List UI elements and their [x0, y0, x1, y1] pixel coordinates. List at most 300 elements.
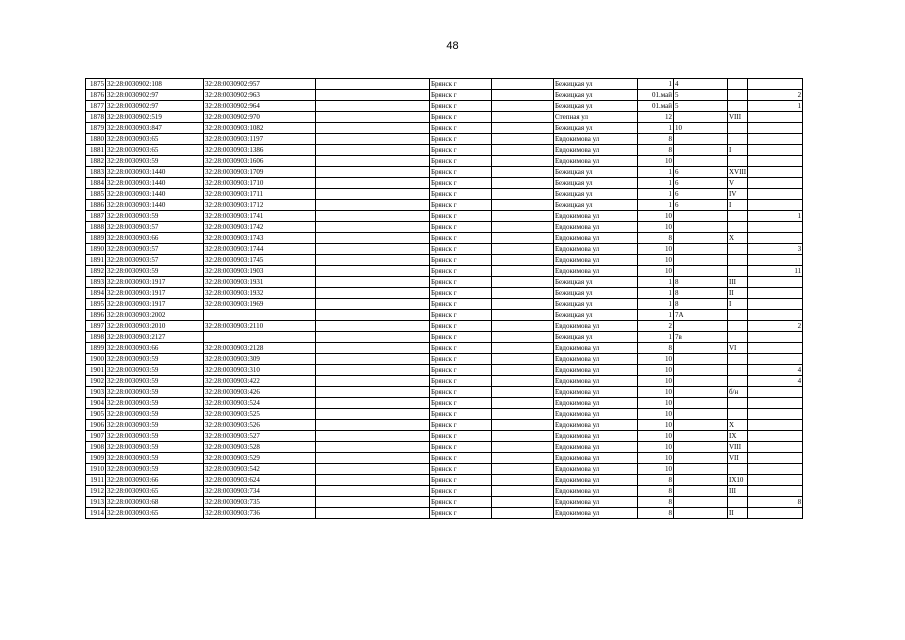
building-cell: [674, 222, 728, 233]
blank-cell-cell: [492, 145, 554, 156]
blank-cell-cell: [492, 200, 554, 211]
parcel-cadastral-number-cell: 32:28:0030903:1917: [106, 277, 204, 288]
row-number-cell: 1886: [86, 200, 106, 211]
parcel-cadastral-number-cell: 32:28:0030903:59: [106, 211, 204, 222]
house-number-cell: 10: [638, 453, 674, 464]
blank-cell-cell: [316, 508, 430, 519]
object-cadastral-number-cell: 32:28:0030903:527: [204, 431, 316, 442]
table-row: [86, 310, 858, 321]
object-cadastral-number-cell: 32:28:0030902:970: [204, 112, 316, 123]
blank-cell-cell: [316, 277, 430, 288]
premises-cell: [728, 398, 748, 409]
street-cell: Евдокимова ул: [554, 211, 638, 222]
row-number-cell: 1907: [86, 431, 106, 442]
premises-cell: [728, 266, 748, 277]
apartment-cell: 3: [748, 244, 803, 255]
row-number-cell: 1889: [86, 233, 106, 244]
house-number-cell: 8: [638, 497, 674, 508]
house-number-cell: 01.май: [638, 90, 674, 101]
house-number-cell: 10: [638, 222, 674, 233]
row-number-cell: 1875: [86, 79, 106, 90]
street-cell: Евдокимова ул: [554, 508, 638, 519]
blank-cell-cell: [316, 475, 430, 486]
table-row: [86, 398, 858, 409]
table-row: [86, 222, 858, 233]
table-row: [86, 178, 858, 189]
premises-cell: VIII: [728, 112, 748, 123]
blank-cell-cell: [316, 409, 430, 420]
blank-cell-cell: [492, 299, 554, 310]
street-cell: Евдокимова ул: [554, 343, 638, 354]
house-number-cell: 1: [638, 299, 674, 310]
city-cell: Брянск г: [430, 420, 492, 431]
apartment-cell: [748, 475, 803, 486]
city-cell: Брянск г: [430, 464, 492, 475]
building-cell: [674, 255, 728, 266]
registry-table: [85, 78, 858, 519]
parcel-cadastral-number-cell: 32:28:0030903:1440: [106, 189, 204, 200]
apartment-cell: 2: [748, 321, 803, 332]
blank-cell-cell: [492, 453, 554, 464]
table-row: [86, 464, 858, 475]
building-cell: 5: [674, 90, 728, 101]
row-number-cell: 1882: [86, 156, 106, 167]
object-cadastral-number-cell: 32:28:0030903:1745: [204, 255, 316, 266]
object-cadastral-number-cell: 32:28:0030903:2110: [204, 321, 316, 332]
apartment-cell: [748, 486, 803, 497]
premises-cell: [728, 365, 748, 376]
object-cadastral-number-cell: 32:28:0030903:1606: [204, 156, 316, 167]
object-cadastral-number-cell: 32:28:0030903:1742: [204, 222, 316, 233]
street-cell: Бежицкая ул: [554, 277, 638, 288]
premises-cell: V: [728, 178, 748, 189]
table-row: [86, 123, 858, 134]
building-cell: 5: [674, 101, 728, 112]
blank-cell-cell: [492, 497, 554, 508]
row-number-cell: 1878: [86, 112, 106, 123]
house-number-cell: 8: [638, 486, 674, 497]
apartment-cell: [748, 156, 803, 167]
parcel-cadastral-number-cell: 32:28:0030903:66: [106, 233, 204, 244]
blank-cell-cell: [316, 90, 430, 101]
object-cadastral-number-cell: 32:28:0030903:422: [204, 376, 316, 387]
blank-cell-cell: [316, 222, 430, 233]
city-cell: Брянск г: [430, 288, 492, 299]
building-cell: [674, 431, 728, 442]
building-cell: [674, 475, 728, 486]
parcel-cadastral-number-cell: 32:28:0030903:2010: [106, 321, 204, 332]
apartment-cell: [748, 354, 803, 365]
row-number-cell: 1909: [86, 453, 106, 464]
building-cell: 8: [674, 299, 728, 310]
premises-cell: II: [728, 288, 748, 299]
house-number-cell: 1: [638, 332, 674, 343]
street-cell: Евдокимова ул: [554, 266, 638, 277]
row-number-cell: 1892: [86, 266, 106, 277]
object-cadastral-number-cell: 32:28:0030903:1932: [204, 288, 316, 299]
street-cell: Евдокимова ул: [554, 497, 638, 508]
city-cell: Брянск г: [430, 244, 492, 255]
building-cell: [674, 508, 728, 519]
building-cell: 6: [674, 167, 728, 178]
apartment-cell: [748, 288, 803, 299]
city-cell: Брянск г: [430, 90, 492, 101]
building-cell: [674, 409, 728, 420]
parcel-cadastral-number-cell: 32:28:0030902:97: [106, 101, 204, 112]
object-cadastral-number-cell: 32:28:0030903:624: [204, 475, 316, 486]
premises-cell: III: [728, 277, 748, 288]
parcel-cadastral-number-cell: 32:28:0030903:59: [106, 420, 204, 431]
parcel-cadastral-number-cell: 32:28:0030903:57: [106, 244, 204, 255]
parcel-cadastral-number-cell: 32:28:0030903:1440: [106, 200, 204, 211]
row-number-cell: 1881: [86, 145, 106, 156]
blank-cell-cell: [316, 145, 430, 156]
object-cadastral-number-cell: 32:28:0030903:1709: [204, 167, 316, 178]
city-cell: Брянск г: [430, 189, 492, 200]
street-cell: Евдокимова ул: [554, 244, 638, 255]
row-number-cell: 1896: [86, 310, 106, 321]
table-row: [86, 409, 858, 420]
page-number: 48: [446, 40, 459, 52]
apartment-cell: [748, 79, 803, 90]
blank-cell-cell: [492, 112, 554, 123]
apartment-cell: [748, 398, 803, 409]
street-cell: Евдокимова ул: [554, 255, 638, 266]
house-number-cell: 10: [638, 431, 674, 442]
table-row: [86, 475, 858, 486]
apartment-cell: [748, 464, 803, 475]
apartment-cell: [748, 508, 803, 519]
house-number-cell: 1: [638, 167, 674, 178]
premises-cell: [728, 222, 748, 233]
building-cell: [674, 398, 728, 409]
apartment-cell: [748, 310, 803, 321]
apartment-cell: 4: [748, 365, 803, 376]
premises-cell: I: [728, 200, 748, 211]
city-cell: Брянск г: [430, 310, 492, 321]
city-cell: Брянск г: [430, 112, 492, 123]
row-number-cell: 1913: [86, 497, 106, 508]
city-cell: Брянск г: [430, 156, 492, 167]
table-row: [86, 321, 858, 332]
building-cell: 8: [674, 277, 728, 288]
object-cadastral-number-cell: 32:28:0030903:1744: [204, 244, 316, 255]
apartment-cell: [748, 112, 803, 123]
street-cell: Бежицкая ул: [554, 310, 638, 321]
parcel-cadastral-number-cell: 32:28:0030903:1917: [106, 299, 204, 310]
premises-cell: VIII: [728, 442, 748, 453]
object-cadastral-number-cell: 32:28:0030903:426: [204, 387, 316, 398]
city-cell: Брянск г: [430, 123, 492, 134]
house-number-cell: 1: [638, 189, 674, 200]
street-cell: Евдокимова ул: [554, 354, 638, 365]
city-cell: Брянск г: [430, 321, 492, 332]
blank-cell-cell: [492, 387, 554, 398]
row-number-cell: 1876: [86, 90, 106, 101]
row-number-cell: 1890: [86, 244, 106, 255]
blank-cell-cell: [492, 156, 554, 167]
apartment-cell: [748, 299, 803, 310]
street-cell: Бежицкая ул: [554, 299, 638, 310]
table-row: [86, 288, 858, 299]
premises-cell: [728, 497, 748, 508]
house-number-cell: 8: [638, 475, 674, 486]
parcel-cadastral-number-cell: 32:28:0030903:2002: [106, 310, 204, 321]
parcel-cadastral-number-cell: 32:28:0030903:59: [106, 376, 204, 387]
city-cell: Брянск г: [430, 79, 492, 90]
house-number-cell: 1: [638, 200, 674, 211]
parcel-cadastral-number-cell: 32:28:0030903:847: [106, 123, 204, 134]
premises-cell: IX10: [728, 475, 748, 486]
street-cell: Евдокимова ул: [554, 365, 638, 376]
city-cell: Брянск г: [430, 178, 492, 189]
premises-cell: [728, 321, 748, 332]
street-cell: Бежицкая ул: [554, 178, 638, 189]
parcel-cadastral-number-cell: 32:28:0030903:65: [106, 134, 204, 145]
building-cell: [674, 145, 728, 156]
blank-cell-cell: [492, 332, 554, 343]
building-cell: [674, 387, 728, 398]
house-number-cell: 1: [638, 288, 674, 299]
building-cell: 6: [674, 189, 728, 200]
premises-cell: [728, 79, 748, 90]
row-number-cell: 1891: [86, 255, 106, 266]
premises-cell: б/н: [728, 387, 748, 398]
building-cell: [674, 464, 728, 475]
premises-cell: [728, 310, 748, 321]
blank-cell-cell: [316, 420, 430, 431]
object-cadastral-number-cell: 32:28:0030903:1711: [204, 189, 316, 200]
object-cadastral-number-cell: 32:28:0030903:1710: [204, 178, 316, 189]
object-cadastral-number-cell: [204, 332, 316, 343]
table-row: [86, 134, 858, 145]
object-cadastral-number-cell: 32:28:0030903:1741: [204, 211, 316, 222]
parcel-cadastral-number-cell: 32:28:0030902:97: [106, 90, 204, 101]
street-cell: Евдокимова ул: [554, 420, 638, 431]
parcel-cadastral-number-cell: 32:28:0030903:59: [106, 156, 204, 167]
blank-cell-cell: [492, 354, 554, 365]
object-cadastral-number-cell: 32:28:0030903:1712: [204, 200, 316, 211]
parcel-cadastral-number-cell: 32:28:0030903:66: [106, 343, 204, 354]
row-number-cell: 1893: [86, 277, 106, 288]
apartment-cell: 1: [748, 211, 803, 222]
apartment-cell: [748, 332, 803, 343]
premises-cell: [728, 156, 748, 167]
table-row: [86, 332, 858, 343]
table-row: [86, 277, 858, 288]
building-cell: 7в: [674, 332, 728, 343]
house-number-cell: 10: [638, 354, 674, 365]
object-cadastral-number-cell: 32:28:0030903:1743: [204, 233, 316, 244]
row-number-cell: 1883: [86, 167, 106, 178]
street-cell: Евдокимова ул: [554, 156, 638, 167]
building-cell: 8: [674, 288, 728, 299]
row-number-cell: 1914: [86, 508, 106, 519]
apartment-cell: 8: [748, 497, 803, 508]
premises-cell: IV: [728, 189, 748, 200]
apartment-cell: [748, 420, 803, 431]
blank-cell-cell: [492, 464, 554, 475]
street-cell: Евдокимова ул: [554, 222, 638, 233]
row-number-cell: 1877: [86, 101, 106, 112]
building-cell: [674, 354, 728, 365]
table-row: [86, 343, 858, 354]
blank-cell-cell: [316, 464, 430, 475]
blank-cell-cell: [492, 244, 554, 255]
blank-cell-cell: [316, 431, 430, 442]
object-cadastral-number-cell: 32:28:0030902:964: [204, 101, 316, 112]
street-cell: Бежицкая ул: [554, 332, 638, 343]
row-number-cell: 1901: [86, 365, 106, 376]
table-row: [86, 145, 858, 156]
parcel-cadastral-number-cell: 32:28:0030903:59: [106, 398, 204, 409]
row-number-cell: 1908: [86, 442, 106, 453]
row-number-cell: 1894: [86, 288, 106, 299]
house-number-cell: 1: [638, 310, 674, 321]
building-cell: [674, 497, 728, 508]
premises-cell: XVIII: [729, 168, 747, 176]
premises-cell: II: [728, 508, 748, 519]
city-cell: Брянск г: [430, 354, 492, 365]
blank-cell-cell: [492, 189, 554, 200]
apartment-cell: [748, 409, 803, 420]
object-cadastral-number-cell: 32:28:0030903:526: [204, 420, 316, 431]
blank-cell-cell: [492, 123, 554, 134]
building-cell: [674, 156, 728, 167]
house-number-cell: 10: [638, 398, 674, 409]
parcel-cadastral-number-cell: 32:28:0030903:65: [106, 486, 204, 497]
blank-cell-cell: [492, 79, 554, 90]
apartment-cell: [748, 442, 803, 453]
house-number-cell: 10: [638, 244, 674, 255]
city-cell: Брянск г: [430, 200, 492, 211]
object-cadastral-number-cell: 32:28:0030903:736: [204, 508, 316, 519]
blank-cell-cell: [492, 211, 554, 222]
premises-cell: [728, 354, 748, 365]
table-row: [86, 508, 858, 519]
object-cadastral-number-cell: 32:28:0030903:1082: [204, 123, 316, 134]
object-cadastral-number-cell: 32:28:0030903:734: [204, 486, 316, 497]
apartment-cell: [748, 453, 803, 464]
city-cell: Брянск г: [430, 486, 492, 497]
blank-cell-cell: [492, 431, 554, 442]
premises-cell: [728, 255, 748, 266]
table-row: [86, 101, 858, 112]
apartment-cell: [748, 123, 803, 134]
blank-cell-cell: [316, 156, 430, 167]
table-row: [86, 365, 858, 376]
parcel-cadastral-number-cell: 32:28:0030903:59: [106, 387, 204, 398]
street-cell: Евдокимова ул: [554, 398, 638, 409]
object-cadastral-number-cell: [204, 310, 316, 321]
row-number-cell: 1910: [86, 464, 106, 475]
city-cell: Брянск г: [430, 343, 492, 354]
blank-cell-cell: [316, 497, 430, 508]
object-cadastral-number-cell: 32:28:0030903:1386: [204, 145, 316, 156]
blank-cell-cell: [492, 266, 554, 277]
table-row: [86, 486, 858, 497]
blank-cell-cell: [316, 365, 430, 376]
street-cell: Бежицкая ул: [554, 79, 638, 90]
premises-cell: [728, 101, 748, 112]
blank-cell-cell: [316, 134, 430, 145]
city-cell: Брянск г: [430, 332, 492, 343]
blank-cell-cell: [316, 387, 430, 398]
building-cell: [674, 244, 728, 255]
apartment-cell: [748, 343, 803, 354]
house-number-cell: 10: [638, 255, 674, 266]
city-cell: Брянск г: [430, 398, 492, 409]
street-cell: Бежицкая ул: [554, 123, 638, 134]
parcel-cadastral-number-cell: 32:28:0030903:2127: [106, 332, 204, 343]
parcel-cadastral-number-cell: 32:28:0030903:68: [106, 497, 204, 508]
table-row: [86, 90, 858, 101]
street-cell: Бежицкая ул: [554, 200, 638, 211]
table-row: [86, 79, 858, 90]
row-number-cell: 1887: [86, 211, 106, 222]
blank-cell-cell: [492, 167, 554, 178]
blank-cell-cell: [316, 244, 430, 255]
house-number-cell: 10: [638, 464, 674, 475]
blank-cell-cell: [492, 398, 554, 409]
parcel-cadastral-number-cell: 32:28:0030903:65: [106, 508, 204, 519]
city-cell: Брянск г: [430, 255, 492, 266]
blank-cell-cell: [316, 288, 430, 299]
blank-cell-cell: [492, 101, 554, 112]
blank-cell-cell: [316, 343, 430, 354]
row-number-cell: 1904: [86, 398, 106, 409]
house-number-cell: 10: [638, 420, 674, 431]
blank-cell-cell: [316, 233, 430, 244]
table-row: [86, 387, 858, 398]
row-number-cell: 1911: [86, 475, 106, 486]
parcel-cadastral-number-cell: 32:28:0030902:519: [106, 112, 204, 123]
street-cell: Евдокимова ул: [554, 431, 638, 442]
blank-cell-cell: [316, 123, 430, 134]
house-number-cell: 10: [638, 211, 674, 222]
parcel-cadastral-number-cell: 32:28:0030903:1440: [106, 167, 204, 178]
apartment-cell: [748, 167, 803, 178]
row-number-cell: 1902: [86, 376, 106, 387]
house-number-cell: 10: [638, 409, 674, 420]
premises-cell: I: [728, 299, 748, 310]
blank-cell-cell: [316, 79, 430, 90]
city-cell: Брянск г: [430, 365, 492, 376]
parcel-cadastral-number-cell: 32:28:0030903:1917: [106, 288, 204, 299]
house-number-cell: 10: [638, 387, 674, 398]
parcel-cadastral-number-cell: 32:28:0030903:65: [106, 145, 204, 156]
row-number-cell: 1885: [86, 189, 106, 200]
row-number-cell: 1906: [86, 420, 106, 431]
blank-cell-cell: [316, 211, 430, 222]
building-cell: [674, 376, 728, 387]
table-row: [86, 244, 858, 255]
street-cell: Евдокимова ул: [554, 475, 638, 486]
premises-cell: X: [728, 420, 748, 431]
object-cadastral-number-cell: 32:28:0030903:735: [204, 497, 316, 508]
premises-cell: IX: [728, 431, 748, 442]
parcel-cadastral-number-cell: 32:28:0030903:1440: [106, 178, 204, 189]
house-number-cell: 10: [638, 365, 674, 376]
object-cadastral-number-cell: 32:28:0030903:525: [204, 409, 316, 420]
premises-cell: III: [728, 486, 748, 497]
street-cell: Бежицкая ул: [554, 288, 638, 299]
street-cell: Бежицкая ул: [554, 90, 638, 101]
house-number-cell: 12: [638, 112, 674, 123]
apartment-cell: 2: [748, 90, 803, 101]
blank-cell-cell: [492, 134, 554, 145]
street-cell: Евдокимова ул: [554, 453, 638, 464]
